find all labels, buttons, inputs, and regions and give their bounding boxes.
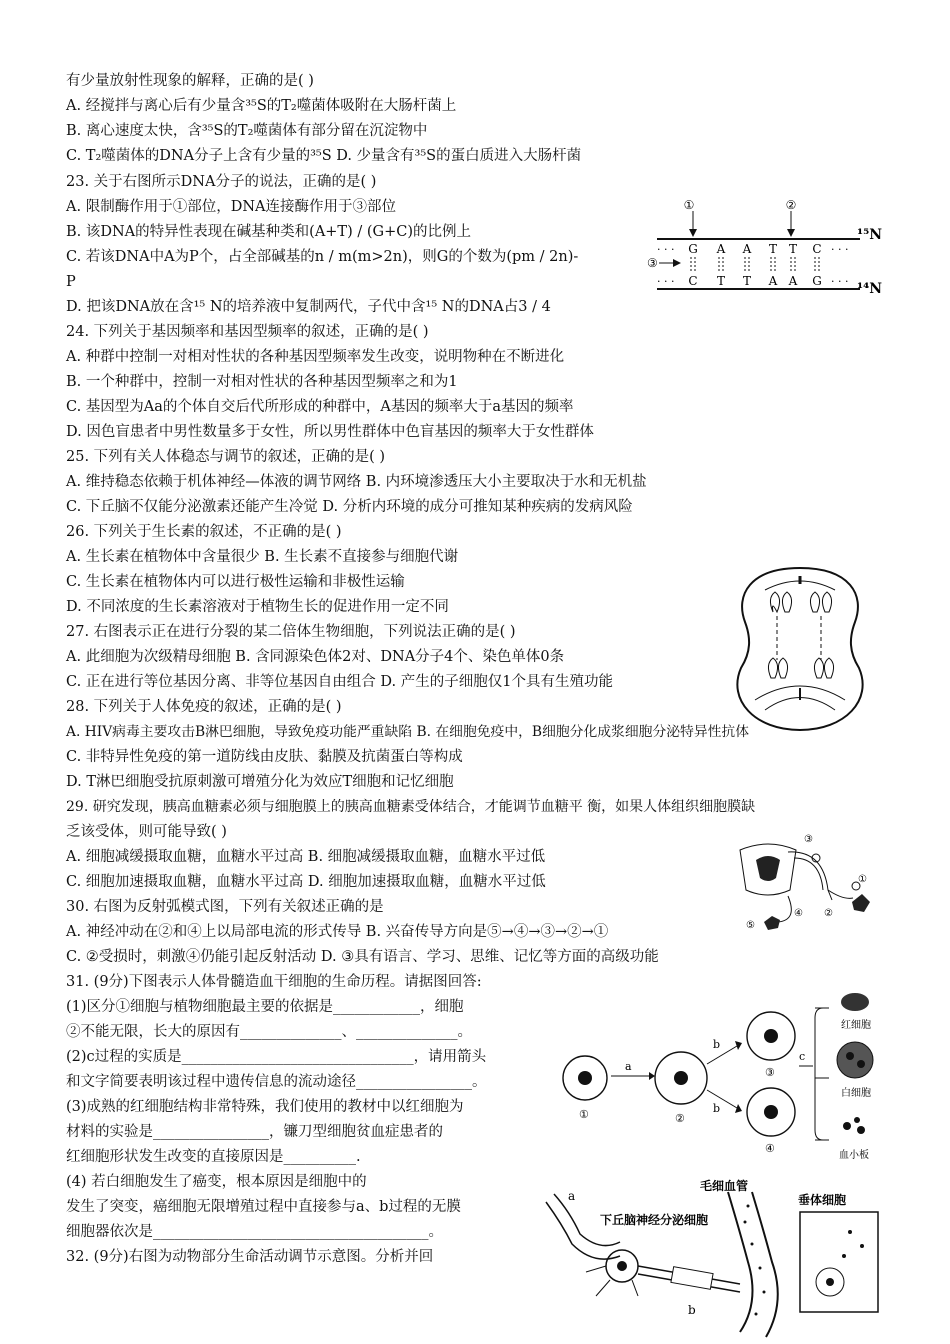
svg-text:· · ·: · · ·: [657, 275, 675, 288]
arrow-label-a: a: [625, 1060, 632, 1073]
reflex-marker-1: ①: [858, 874, 867, 885]
text-line: 红细胞形状发生改变的直接原因是__________.: [66, 1149, 361, 1165]
dna-bottom-base: A: [768, 274, 778, 288]
reflex-marker-2: ②: [824, 908, 833, 919]
svg-text:· · ·: · · ·: [831, 275, 849, 288]
dna-bottom-label: ¹⁴N: [857, 281, 883, 295]
dna-marker-1: ①: [683, 198, 695, 212]
text-line: A. 细胞减缓摄取血糖，血糖水平过高 B. 细胞减缓摄取血糖，血糖水平过低: [66, 849, 546, 865]
text-line: C. 若该DNA中A为P个，占全部碱基的n / m(m>2n)，则G的个数为(pm / 2n)-: [66, 249, 579, 265]
reflex-marker-5: ⑤: [746, 920, 755, 931]
text-line: C. 基因型为Aa的个体自交后代所形成的种群中，A基因的频率大于a基因的频率: [66, 399, 574, 415]
arrow-label-c: c: [799, 1050, 806, 1063]
text-line: A. 维持稳态依赖于机体神经—体液的调节网络 B. 内环境渗透压大小主要取决于水和无机盐: [66, 474, 647, 490]
dna-top-base: T: [768, 242, 778, 256]
dna-marker-3: ③: [647, 256, 658, 270]
cell-label-1: ①: [579, 1108, 589, 1121]
text-line: C. 下丘脑不仅能分泌激素还能产生冷觉 D. 分析内环境的成分可推知某种疾病的发病风险: [66, 499, 633, 515]
text-line: 有少量放射性现象的解释，正确的是( ): [66, 73, 314, 89]
text-line: C. 非特异性免疫的第一道防线由皮肤、黏膜及抗菌蛋白等构成: [66, 749, 463, 765]
text-line: C. 正在进行等位基因分离、非等位基因自由组合 D. 产生的子细胞仅1个具有生殖功能: [66, 674, 613, 690]
reflex-marker-3: ③: [804, 834, 813, 845]
text-line: A. 神经冲动在②和④上以局部电流的形式传导 B. 兴奋传导方向是⑤→④→③→②→①: [66, 924, 609, 940]
dna-top-base: C: [812, 242, 822, 256]
text-line: C. 生长素在植物体内可以进行极性运输和非极性运输: [66, 574, 405, 590]
arrow-label-b2: b: [713, 1102, 721, 1115]
label-pituitary-cell: 垂体细胞: [798, 1193, 847, 1207]
text-line: (2)c过程的实质是________________________________，请用箭头: [66, 1049, 487, 1065]
text-line: (3)成熟的红细胞结构非常特殊，我们使用的教材中以红细胞为: [66, 1099, 464, 1115]
label-a: a: [568, 1189, 576, 1203]
text-line: D. 不同浓度的生长素溶液对于植物生长的促进作用一定不同: [66, 599, 449, 615]
text-line: B. 离心速度太快，含³⁵S的T₂噬菌体有部分留在沉淀物中: [66, 123, 428, 139]
text-line: 材料的实验是________________，镰刀型细胞贫血症患者的: [66, 1124, 443, 1140]
dna-diagram: [645, 195, 885, 295]
question-25: 25. 下列有关人体稳态与调节的叙述，正确的是( ): [66, 449, 386, 465]
text-line: B. 一个种群中，控制一对相对性状的各种基因型频率之和为1: [66, 374, 458, 390]
question-31: 31. (9分)下图表示人体骨髓造血干细胞的生命历程。请据图回答:: [66, 974, 482, 990]
question-24: 24. 下列关于基因频率和基因型频率的叙述，正确的是( ): [66, 324, 429, 340]
dna-top-base: T: [788, 242, 798, 256]
text-line: P: [66, 274, 76, 290]
svg-text:· · ·: · · ·: [831, 243, 849, 256]
text-line: C. T₂噬菌体的DNA分子上含有少量的³⁵S D. 少量含有³⁵S的蛋白质进入大肠杆菌: [66, 148, 582, 164]
reflex-marker-4: ④: [794, 908, 803, 919]
arrow-label-b: b: [713, 1038, 721, 1051]
cell-label-2: ②: [675, 1112, 685, 1125]
text-line: A. 限制酶作用于①部位，DNA连接酶作用于③部位: [66, 199, 396, 215]
text-line: C. 细胞加速摄取血糖，血糖水平过高 D. 细胞加速摄取血糖，血糖水平过低: [66, 874, 546, 890]
text-line: A. 经搅拌与离心后有少量含³⁵S的T₂噬菌体吸附在大肠杆菌上: [66, 98, 457, 114]
reflex-arc-diagram: [728, 830, 888, 945]
text-line: 乏该受体，则可能导致( ): [66, 824, 227, 840]
text-line: B. 该DNA的特异性表现在碱基种类和(A+T) / (G+C)的比例上: [66, 224, 472, 240]
dna-top-base: A: [716, 242, 726, 256]
cell-label-4: ④: [765, 1142, 775, 1155]
text-line: D. 把该DNA放在含¹⁵ N的培养液中复制两代，子代中含¹⁵ N的DNA占3 / 4: [66, 299, 551, 315]
text-line: (4) 若白细胞发生了癌变，根本原因是细胞中的: [66, 1174, 367, 1190]
question-29: 29. 研究发现，胰高血糖素必须与细胞膜上的胰高血糖素受体结合，才能调节血糖平 衡，如果人体组织细胞膜缺: [66, 799, 756, 815]
text-line: 细胞器依次是______________________________________。: [66, 1224, 443, 1240]
text-line: C. ②受损时，刺激④仍能引起反射活动 D. ③具有语言、学习、思维、记忆等方面的高级功能: [66, 949, 659, 965]
question-26: 26. 下列关于生长素的叙述，不正确的是( ): [66, 524, 342, 540]
dna-top-base: G: [688, 242, 698, 256]
text-line: D. 因色盲患者中男性数量多于女性，所以男性群体中色盲基因的频率大于女性群体: [66, 424, 594, 440]
dna-top-base: A: [742, 242, 752, 256]
dividing-cell-diagram: [725, 560, 875, 735]
outcome-platelet: 血小板: [839, 1150, 869, 1161]
question-30: 30. 右图为反射弧模式图，下列有关叙述正确的是: [66, 899, 384, 915]
dna-marker-2: ②: [785, 198, 797, 212]
endocrine-diagram: [540, 1172, 885, 1340]
question-32: 32. (9分)右图为动物部分生命活动调节示意图。分析并回: [66, 1249, 434, 1265]
label-capillary: 毛细血管: [700, 1179, 749, 1193]
stem-cell-diagram: [555, 990, 900, 1165]
question-23: 23. 关于右图所示DNA分子的说法，正确的是( ): [66, 174, 377, 190]
text-line: A. HIV病毒主要攻击B淋巴细胞，导致免疫功能严重缺陷 B. 在细胞免疫中，B细胞分化成浆细胞分泌特异性抗体: [66, 724, 750, 740]
dna-bottom-base: G: [812, 274, 822, 288]
outcome-red-cell: 红细胞: [841, 1020, 871, 1031]
question-28: 28. 下列关于人体免疫的叙述，正确的是( ): [66, 699, 342, 715]
svg-text:· · ·: · · ·: [657, 243, 675, 256]
text-line: A. 种群中控制一对相对性状的各种基因型频率发生改变，说明物种在不断进化: [66, 349, 565, 365]
text-line: 和文字简要表明该过程中遗传信息的流动途径________________。: [66, 1074, 487, 1090]
cell-label-3: ③: [765, 1066, 775, 1079]
dna-bottom-base: C: [688, 274, 698, 288]
text-line: (1)区分①细胞与植物细胞最主要的依据是____________，细胞: [66, 999, 464, 1015]
label-hypothalamus-cell: 下丘脑神经分泌细胞: [600, 1213, 709, 1227]
text-line: A. 生长素在植物体中含量很少 B. 生长素不直接参与细胞代谢: [66, 549, 459, 565]
label-b: b: [688, 1303, 696, 1317]
question-27: 27. 右图表示正在进行分裂的某二倍体生物细胞，下列说法正确的是( ): [66, 624, 516, 640]
text-line: A. 此细胞为次级精母细胞 B. 含同源染色体2对、DNA分子4个、染色单体0条: [66, 649, 565, 665]
text-line: ②不能无限，长大的原因有______________、______________。: [66, 1024, 472, 1040]
dna-top-label: ¹⁵N: [857, 227, 883, 243]
dna-bottom-base: A: [788, 274, 798, 288]
text-line: D. T淋巴细胞受抗原刺激可增殖分化为效应T细胞和记忆细胞: [66, 774, 454, 790]
outcome-white-cell: 白细胞: [841, 1088, 871, 1099]
dna-bottom-base: T: [742, 274, 752, 288]
text-line: 发生了突变，癌细胞无限增殖过程中直接参与a、b过程的无膜: [66, 1199, 461, 1215]
dna-bottom-base: T: [716, 274, 726, 288]
